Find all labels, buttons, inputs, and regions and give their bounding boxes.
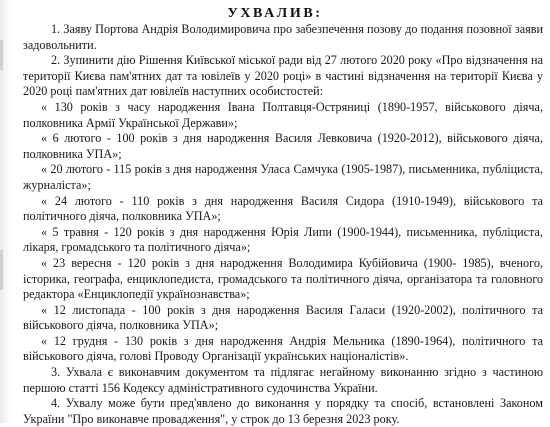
list-item-sydor: « 24 лютого - 110 років з дня народження Василя Сидора (1910-1949), військового та політичного діяча, полковника УПА»; [23, 193, 543, 224]
scan-edge-mark [0, 250, 3, 290]
resolution-body [23, 22, 543, 427]
paragraph-2: 2. Зупинити дію Рішення Київської міської ради від 27 лютого 2020 року «Про відзначення на території Києва пам'ятних дат та ювілеїв у 2020 році» в частині відзначення на території Києва у 2020 році пам'ятних дат ювілеїв наступних особистостей: [23, 53, 543, 99]
list-item-halasa: « 12 листопада - 100 років з дня народження Василя Галаси (1920-2002), політичного та військового діяча, полковника УПА»; [23, 302, 543, 333]
list-item-lypa: « 5 травня - 120 років з дня народження Юрія Липи (1900-1944), письменника, публіциста, лікаря, громадського та політичного діяча»; [23, 224, 543, 255]
paragraph-4: 4. Ухвалу може бути пред'явлено до виконання у порядку та спосіб, встановлені Законом України "Про виконавче провадження", у строк до 13 березня 2023 року. [23, 396, 543, 426]
list-item-poltavets: « 130 років з часу народження Івана Полтавця-Остряниці (1890-1957, військового діяча, полковника Армії Української Держави»; [23, 99, 543, 130]
scan-edge-mark [0, 40, 3, 70]
paragraph-3: 3. Ухвала є виконавчим документом та підлягає негайному виконанню згідно з частиною першою статті 156 Кодексу адміністративного судочинства України. [23, 365, 543, 395]
list-item-melnyk: « 12 грудня - 130 років з дня народження Андрія Мельника (1890-1964), політичного та військового діяча, голові Проводу Організації українських націоналістів». [23, 333, 543, 364]
list-item-samchuk: « 20 лютого - 115 років з дня народження Уласа Самчука (1905-1987), письменника, публіциста, журналіста»; [23, 162, 543, 192]
list-item-levkovych: « 6 лютого - 100 років з дня народження Василя Левковича (1920-2012), військового діяча, полковника УПА»; [23, 131, 543, 161]
list-item-kubijovych: « 23 вересня - 120 років з дня народження Володимира Кубійовича (1900- 1985), вченого, історика, географа, енциклопедиста, громадського та політичного діяча, організатора та головного редактора «Енциклопедії українознавства»; [23, 255, 543, 302]
paragraph-1: 1. Заяву Портова Андрія Володимировича про забезпечення позову до подання позовної заяви задовольнити. [23, 22, 543, 52]
resolution-heading: УХВАЛИВ: [227, 6, 323, 21]
